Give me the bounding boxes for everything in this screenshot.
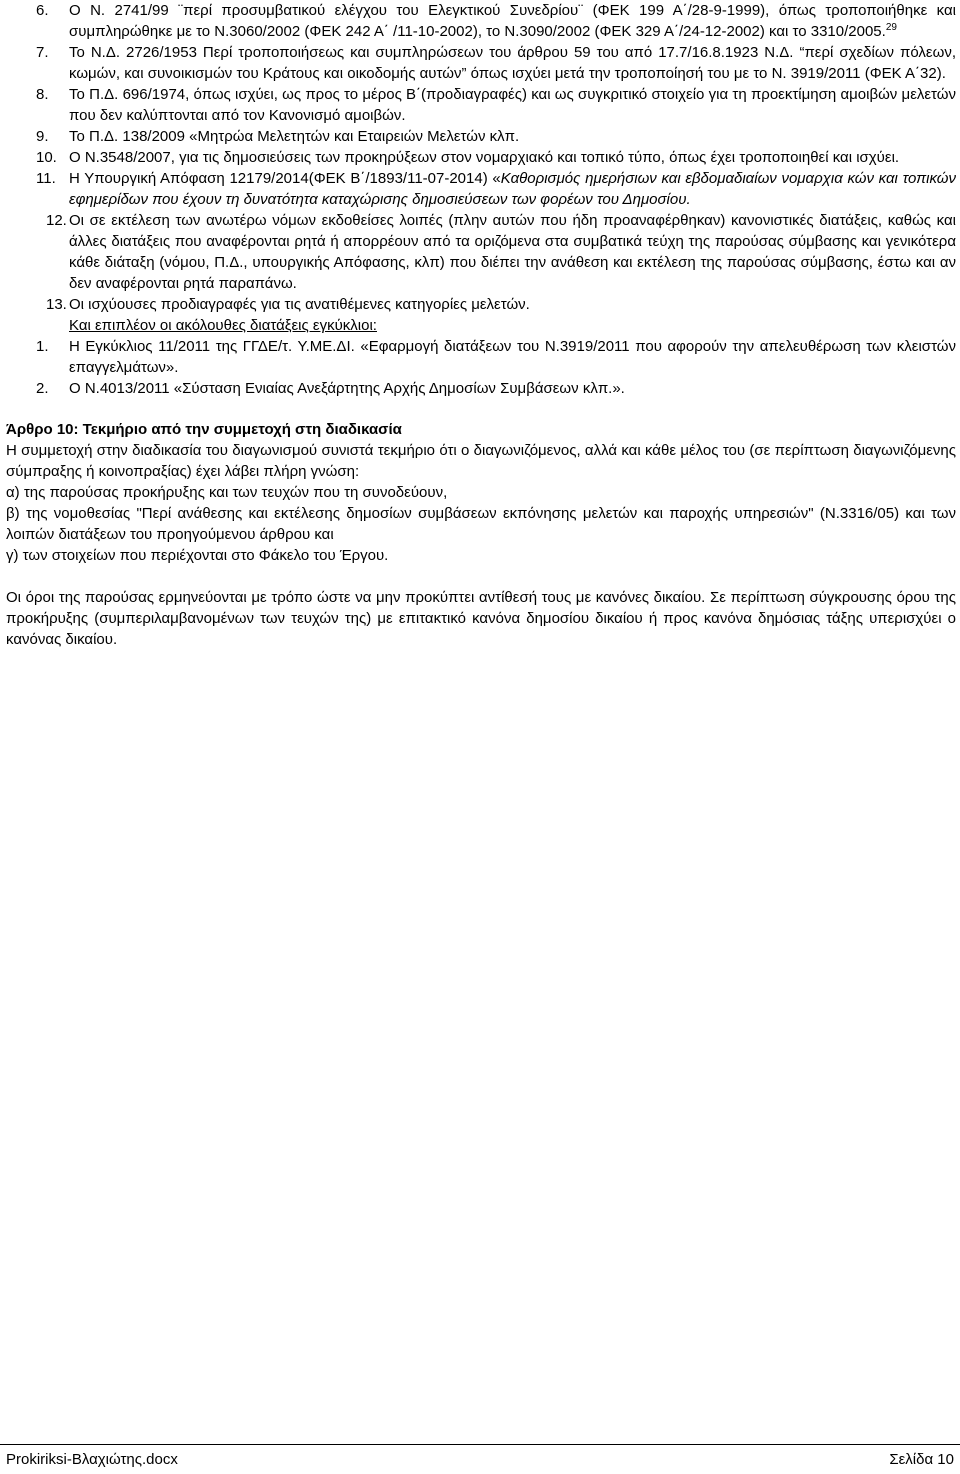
list-item (6, 336, 956, 378)
list-text: Ο Ν.4013/2011 «Σύσταση Ενιαίας Ανεξάρτητης Αρχής Δημοσίων Συμβάσεων κλπ.». (69, 380, 625, 397)
list-item (6, 378, 956, 399)
article-point: β) της νομοθεσίας "Περί ανάθεσης και εκτέλεσης δημοσίων συμβάσεων εκπόνησης μελετών και παροχής υπηρεσιών" (Ν.3316/05) και των λοιπών διατάξεων του προηγούμενου άρθρου και (6, 505, 956, 543)
footer-filename: Prokiriksi-Βλαχιώτης.docx (6, 1451, 178, 1468)
list-text-italic: Καθορισμός ημερήσιων και εβδομαδιαίων νομαρχια κών και τοπικών εφημερίδων που έχουν τη δυνατότητα καταχώρισης δημοσιεύσεων των φορέων του Δημοσίου. (69, 170, 956, 208)
list-number: 6. (36, 2, 49, 19)
footer-divider (0, 1444, 960, 1445)
article-closing: Οι όροι της παρούσας ερμηνεύονται με τρόπο ώστε να μην προκύπτει αντίθεσή τους με κανόνες δικαίου. Σε περίπτωση σύγκρουσης όρου της προκήρυξης (συμπεριλαμβανομένων των τευχών της) με επιτακτικό κανόνα δημοσίου δικαίου ή προς κανόνα δημόσιας τάξης υπερισχύει ο κανόνας δικαίου. (6, 589, 956, 648)
page-footer (0, 1444, 960, 1474)
article-section (6, 419, 956, 650)
list-text: Η Υπουργική Απόφαση 12179/2014(ΦΕΚ Β΄/1893/11-07-2014) « (69, 170, 501, 187)
list-number: 10. (36, 149, 57, 166)
circulars-heading: Και επιπλέον οι ακόλουθες διατάξεις εγκύκλιοι: (69, 317, 377, 334)
list-number: 7. (36, 44, 49, 61)
list-text: Η Εγκύκλιος 11/2011 της ΓΓΔΕ/τ. Υ.ΜΕ.ΔΙ. «Εφαρμογή διατάξεων του Ν.3919/2011 που αφορούν την απελευθέρωση των κλειστών επαγγελμάτων». (69, 338, 956, 376)
list-number: 13. (46, 296, 67, 313)
list-number: 2. (36, 380, 49, 397)
list-text: Το Π.Δ. 138/2009 «Μητρώα Μελετητών και Εταιρειών Μελετών κλπ. (69, 128, 520, 145)
document-body (6, 0, 956, 650)
list-item (6, 294, 956, 315)
article-title: Άρθρο 10: Τεκμήριο από την συμμετοχή στη διαδικασία (6, 421, 402, 438)
list-text: Ο Ν.3548/2007, για τις δημοσιεύσεις των προκηρύξεων στον νομαρχιακό και τοπικό τύπο, όπως έχει τροποποιηθεί και ισχύει. (69, 149, 900, 166)
list-text: Το Ν.Δ. 2726/1953 Περί τροποποιήσεως και συμπληρώσεων του άρθρου 59 του από 17.7/16.8.1923 Ν.Δ. “περί σχεδίων πόλεων, κωμών, και συνοικισμών του Κράτους και οικοδομής αυτών” όπως ισχύει μετά την τροποποίησή του με το Ν. 3919/2011 (ΦΕΚ Α΄32). (69, 44, 956, 82)
list-item (6, 147, 956, 168)
list-text: Ο Ν. 2741/99 ¨περί προσυμβατικού ελέγχου του Ελεγκτικού Συνεδρίου¨ (ΦΕΚ 199 Α΄/28-9-1999), όπως τροποποιήθηκε και συμπληρώθηκε με το Ν.3060/2002 (ΦΕΚ 242 Α΄ /11-10-2002), το Ν.3090/2002 (ΦΕΚ 329 Α΄/24-12-2002) και το 3310/2005. (69, 2, 956, 40)
article-intro: Η συμμετοχή στην διαδικασία του διαγωνισμού συνιστά τεκμήριο ότι ο διαγωνιζόμενος, αλλά και κάθε μέλος του (σε περίπτωση διαγωνιζόμενης σύμπραξης ή κοινοπραξίας) έχει λάβει πλήρη γνώση: (6, 442, 956, 480)
list-item (6, 84, 956, 126)
list-text: Το Π.Δ. 696/1974, όπως ισχύει, ως προς το μέρος Β΄(προδιαγραφές) και ως συγκριτικό στοιχείο για τη προεκτίμηση αμοιβών μελετών που δεν καλύπτονται από τον Κανονισμό αμοιβών. (69, 86, 956, 124)
list-number: 11. (36, 170, 56, 187)
list-number: 8. (36, 86, 49, 103)
paragraph-gap (6, 566, 956, 587)
footer-page-number: Σελίδα 10 (889, 1451, 954, 1468)
footnote-ref[interactable]: 29 (885, 22, 897, 33)
list-number: 12. (46, 212, 67, 229)
list-item (6, 210, 956, 294)
list-number: 9. (36, 128, 49, 145)
list-text: Οι σε εκτέλεση των ανωτέρω νόμων εκδοθείσες λοιπές (πλην αυτών που ήδη προαναφέρθηκαν) κανονιστικές διατάξεις, καθώς και άλλες διατάξεις που αναφέρονται ρητά ή απορρέουν από τα οριζόμενα στα συμβατικά τεύχη της παρούσας σύμβασης και γενικότερα κάθε διάταξη (νόμου, Π.Δ., υπουργικής Απόφασης, κλπ) που διέπει την ανάθεση και εκτέλεση της παρούσας σύμβασης, έστω και αν δεν αναφέρονται ρητά παραπάνω. (69, 212, 956, 292)
list-item (6, 0, 956, 42)
list-item (6, 168, 956, 210)
list-item (6, 42, 956, 84)
list-number: 1. (36, 338, 49, 355)
list-text: Οι ισχύουσες προδιαγραφές για τις ανατιθέμενες κατηγορίες μελετών. (69, 296, 530, 313)
list-item (6, 126, 956, 147)
article-point: α) της παρούσας προκήρυξης και των τευχών που τη συνοδεύουν, (6, 484, 448, 501)
article-point: γ) των στοιχείων που περιέχονται στο Φάκελο του Έργου. (6, 547, 389, 564)
